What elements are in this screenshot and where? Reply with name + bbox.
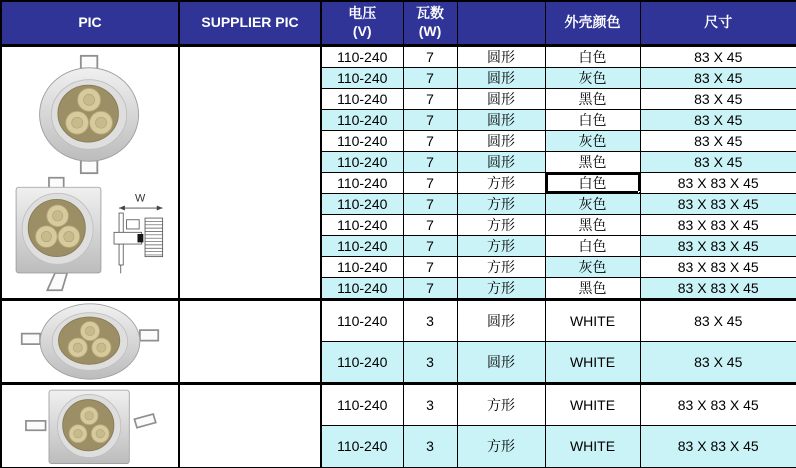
cell-housing-color[interactable]: 黑色 xyxy=(545,151,640,172)
cell-wattage[interactable]: 3 xyxy=(403,341,457,383)
voltage-header-line2: (V) xyxy=(352,22,372,39)
cell-voltage[interactable]: 110-240 xyxy=(321,341,403,383)
cell-housing-color[interactable]: WHITE xyxy=(545,299,640,341)
table-row xyxy=(1,299,796,341)
cell-voltage[interactable]: 110-240 xyxy=(321,45,403,67)
cell-voltage[interactable]: 110-240 xyxy=(321,193,403,214)
cell-shape[interactable]: 圆形 xyxy=(457,341,545,383)
cell-supplier-pic[interactable] xyxy=(179,383,321,468)
cell-housing-color[interactable]: 灰色 xyxy=(545,193,640,214)
cell-shape[interactable]: 圆形 xyxy=(457,67,545,88)
cell-housing-color[interactable]: 黑色 xyxy=(545,214,640,235)
cell-housing-color[interactable]: 灰色 xyxy=(545,130,640,151)
cell-size[interactable]: 83 X 45 xyxy=(640,45,796,67)
cell-voltage[interactable]: 110-240 xyxy=(321,214,403,235)
cell-housing-color[interactable]: 白色 xyxy=(545,235,640,256)
cell-shape[interactable]: 方形 xyxy=(457,383,545,425)
cell-housing-color[interactable]: WHITE xyxy=(545,341,640,383)
cell-voltage[interactable]: 110-240 xyxy=(321,256,403,277)
cell-housing-color[interactable]: 白色 xyxy=(545,45,640,67)
selection-fill-handle[interactable] xyxy=(638,191,641,194)
cell-supplier-pic[interactable] xyxy=(179,299,321,383)
cell-voltage[interactable]: 110-240 xyxy=(321,67,403,88)
cell-shape[interactable]: 圆形 xyxy=(457,130,545,151)
col-header-pic[interactable]: PIC xyxy=(1,1,179,45)
cell-size[interactable]: 83 X 83 X 45 xyxy=(640,277,796,299)
round-downlight-side-tabs-photo[interactable] xyxy=(20,301,160,382)
col-header-housing-color[interactable]: 外壳颜色 xyxy=(545,1,640,45)
cell-housing-color[interactable]: 黑色 xyxy=(545,88,640,109)
cell-size[interactable]: 83 X 83 X 45 xyxy=(640,214,796,235)
cell-voltage[interactable]: 110-240 xyxy=(321,130,403,151)
cell-size[interactable]: 83 X 83 X 45 xyxy=(640,383,796,425)
table-row xyxy=(1,383,796,425)
cell-housing-color[interactable]: 白色 xyxy=(545,172,640,193)
cell-shape[interactable]: 圆形 xyxy=(457,45,545,67)
col-header-size[interactable]: 尺寸 xyxy=(640,1,796,45)
cell-shape[interactable]: 方形 xyxy=(457,256,545,277)
header-row xyxy=(1,1,796,45)
cell-voltage[interactable]: 110-240 xyxy=(321,425,403,467)
cell-housing-color[interactable]: WHITE xyxy=(545,383,640,425)
cell-voltage[interactable]: 110-240 xyxy=(321,88,403,109)
cell-housing-color[interactable]: 黑色 xyxy=(545,277,640,299)
cell-wattage[interactable]: 7 xyxy=(403,193,457,214)
selected-cell-border xyxy=(546,173,640,193)
cell-shape[interactable]: 圆形 xyxy=(457,299,545,341)
square-downlight-side-tabs-photo[interactable] xyxy=(17,385,163,467)
cell-shape[interactable]: 方形 xyxy=(457,235,545,256)
cell-wattage[interactable]: 3 xyxy=(403,299,457,341)
cell-wattage[interactable]: 7 xyxy=(403,277,457,299)
cell-voltage[interactable]: 110-240 xyxy=(321,151,403,172)
cell-shape[interactable]: 圆形 xyxy=(457,151,545,172)
col-header-voltage[interactable] xyxy=(321,1,403,45)
round-downlight-top-tabs-photo[interactable] xyxy=(35,53,145,176)
cell-pic[interactable] xyxy=(1,299,179,383)
cell-wattage[interactable]: 7 xyxy=(403,214,457,235)
cell-size[interactable]: 83 X 83 X 45 xyxy=(640,256,796,277)
cell-voltage[interactable]: 110-240 xyxy=(321,383,403,425)
cell-wattage[interactable]: 7 xyxy=(403,172,457,193)
cell-wattage[interactable]: 7 xyxy=(403,88,457,109)
cell-housing-color[interactable]: 白色 xyxy=(545,109,640,130)
cell-wattage[interactable]: 3 xyxy=(403,383,457,425)
cell-housing-color[interactable]: WHITE xyxy=(545,425,640,467)
cell-shape[interactable]: 圆形 xyxy=(457,88,545,109)
col-header-wattage[interactable] xyxy=(403,1,457,45)
cell-wattage[interactable]: 3 xyxy=(403,425,457,467)
cell-pic[interactable] xyxy=(1,45,179,299)
cell-shape[interactable]: 方形 xyxy=(457,425,545,467)
cell-pic[interactable] xyxy=(1,383,179,468)
cell-size[interactable]: 83 X 83 X 45 xyxy=(640,193,796,214)
cell-wattage[interactable]: 7 xyxy=(403,151,457,172)
cell-shape[interactable]: 方形 xyxy=(457,172,545,193)
cell-size[interactable]: 83 X 83 X 45 xyxy=(640,425,796,467)
cell-size[interactable]: 83 X 45 xyxy=(640,341,796,383)
cell-size[interactable]: 83 X 83 X 45 xyxy=(640,235,796,256)
cell-supplier-pic[interactable] xyxy=(179,45,321,299)
cell-size[interactable]: 83 X 45 xyxy=(640,67,796,88)
cell-voltage[interactable]: 110-240 xyxy=(321,299,403,341)
cell-size[interactable]: 83 X 45 xyxy=(640,109,796,130)
cell-voltage[interactable]: 110-240 xyxy=(321,172,403,193)
cell-wattage[interactable]: 7 xyxy=(403,45,457,67)
cell-size[interactable]: 83 X 83 X 45 xyxy=(640,172,796,193)
cell-shape[interactable]: 圆形 xyxy=(457,109,545,130)
svg-text:W: W xyxy=(134,191,145,204)
cell-wattage[interactable]: 7 xyxy=(403,235,457,256)
wattage-header-line2: (W) xyxy=(418,22,442,39)
cell-voltage[interactable]: 110-240 xyxy=(321,109,403,130)
square-downlight-photo-with-w-drawing[interactable] xyxy=(10,176,171,292)
col-header-supplier-pic[interactable]: SUPPLIER PIC xyxy=(179,1,321,45)
cell-wattage[interactable]: 7 xyxy=(403,109,457,130)
cell-voltage[interactable]: 110-240 xyxy=(321,277,403,299)
cell-shape[interactable]: 方形 xyxy=(457,193,545,214)
cell-shape[interactable]: 方形 xyxy=(457,277,545,299)
cell-size[interactable]: 83 X 45 xyxy=(640,299,796,341)
table-row xyxy=(1,45,796,67)
wattage-header-line1: 瓦数 xyxy=(416,5,444,22)
cell-size[interactable]: 83 X 45 xyxy=(640,130,796,151)
table-body xyxy=(1,45,796,468)
cell-voltage[interactable]: 110-240 xyxy=(321,235,403,256)
cell-size[interactable]: 83 X 45 xyxy=(640,151,796,172)
voltage-header-line1: 电压 xyxy=(348,5,377,22)
cell-wattage[interactable]: 7 xyxy=(403,67,457,88)
cell-wattage[interactable]: 7 xyxy=(403,256,457,277)
cell-shape[interactable]: 方形 xyxy=(457,214,545,235)
cell-housing-color[interactable]: 灰色 xyxy=(545,67,640,88)
cell-wattage[interactable]: 7 xyxy=(403,130,457,151)
col-header-shape[interactable] xyxy=(457,1,545,45)
cell-housing-color[interactable]: 灰色 xyxy=(545,256,640,277)
cell-size[interactable]: 83 X 45 xyxy=(640,88,796,109)
